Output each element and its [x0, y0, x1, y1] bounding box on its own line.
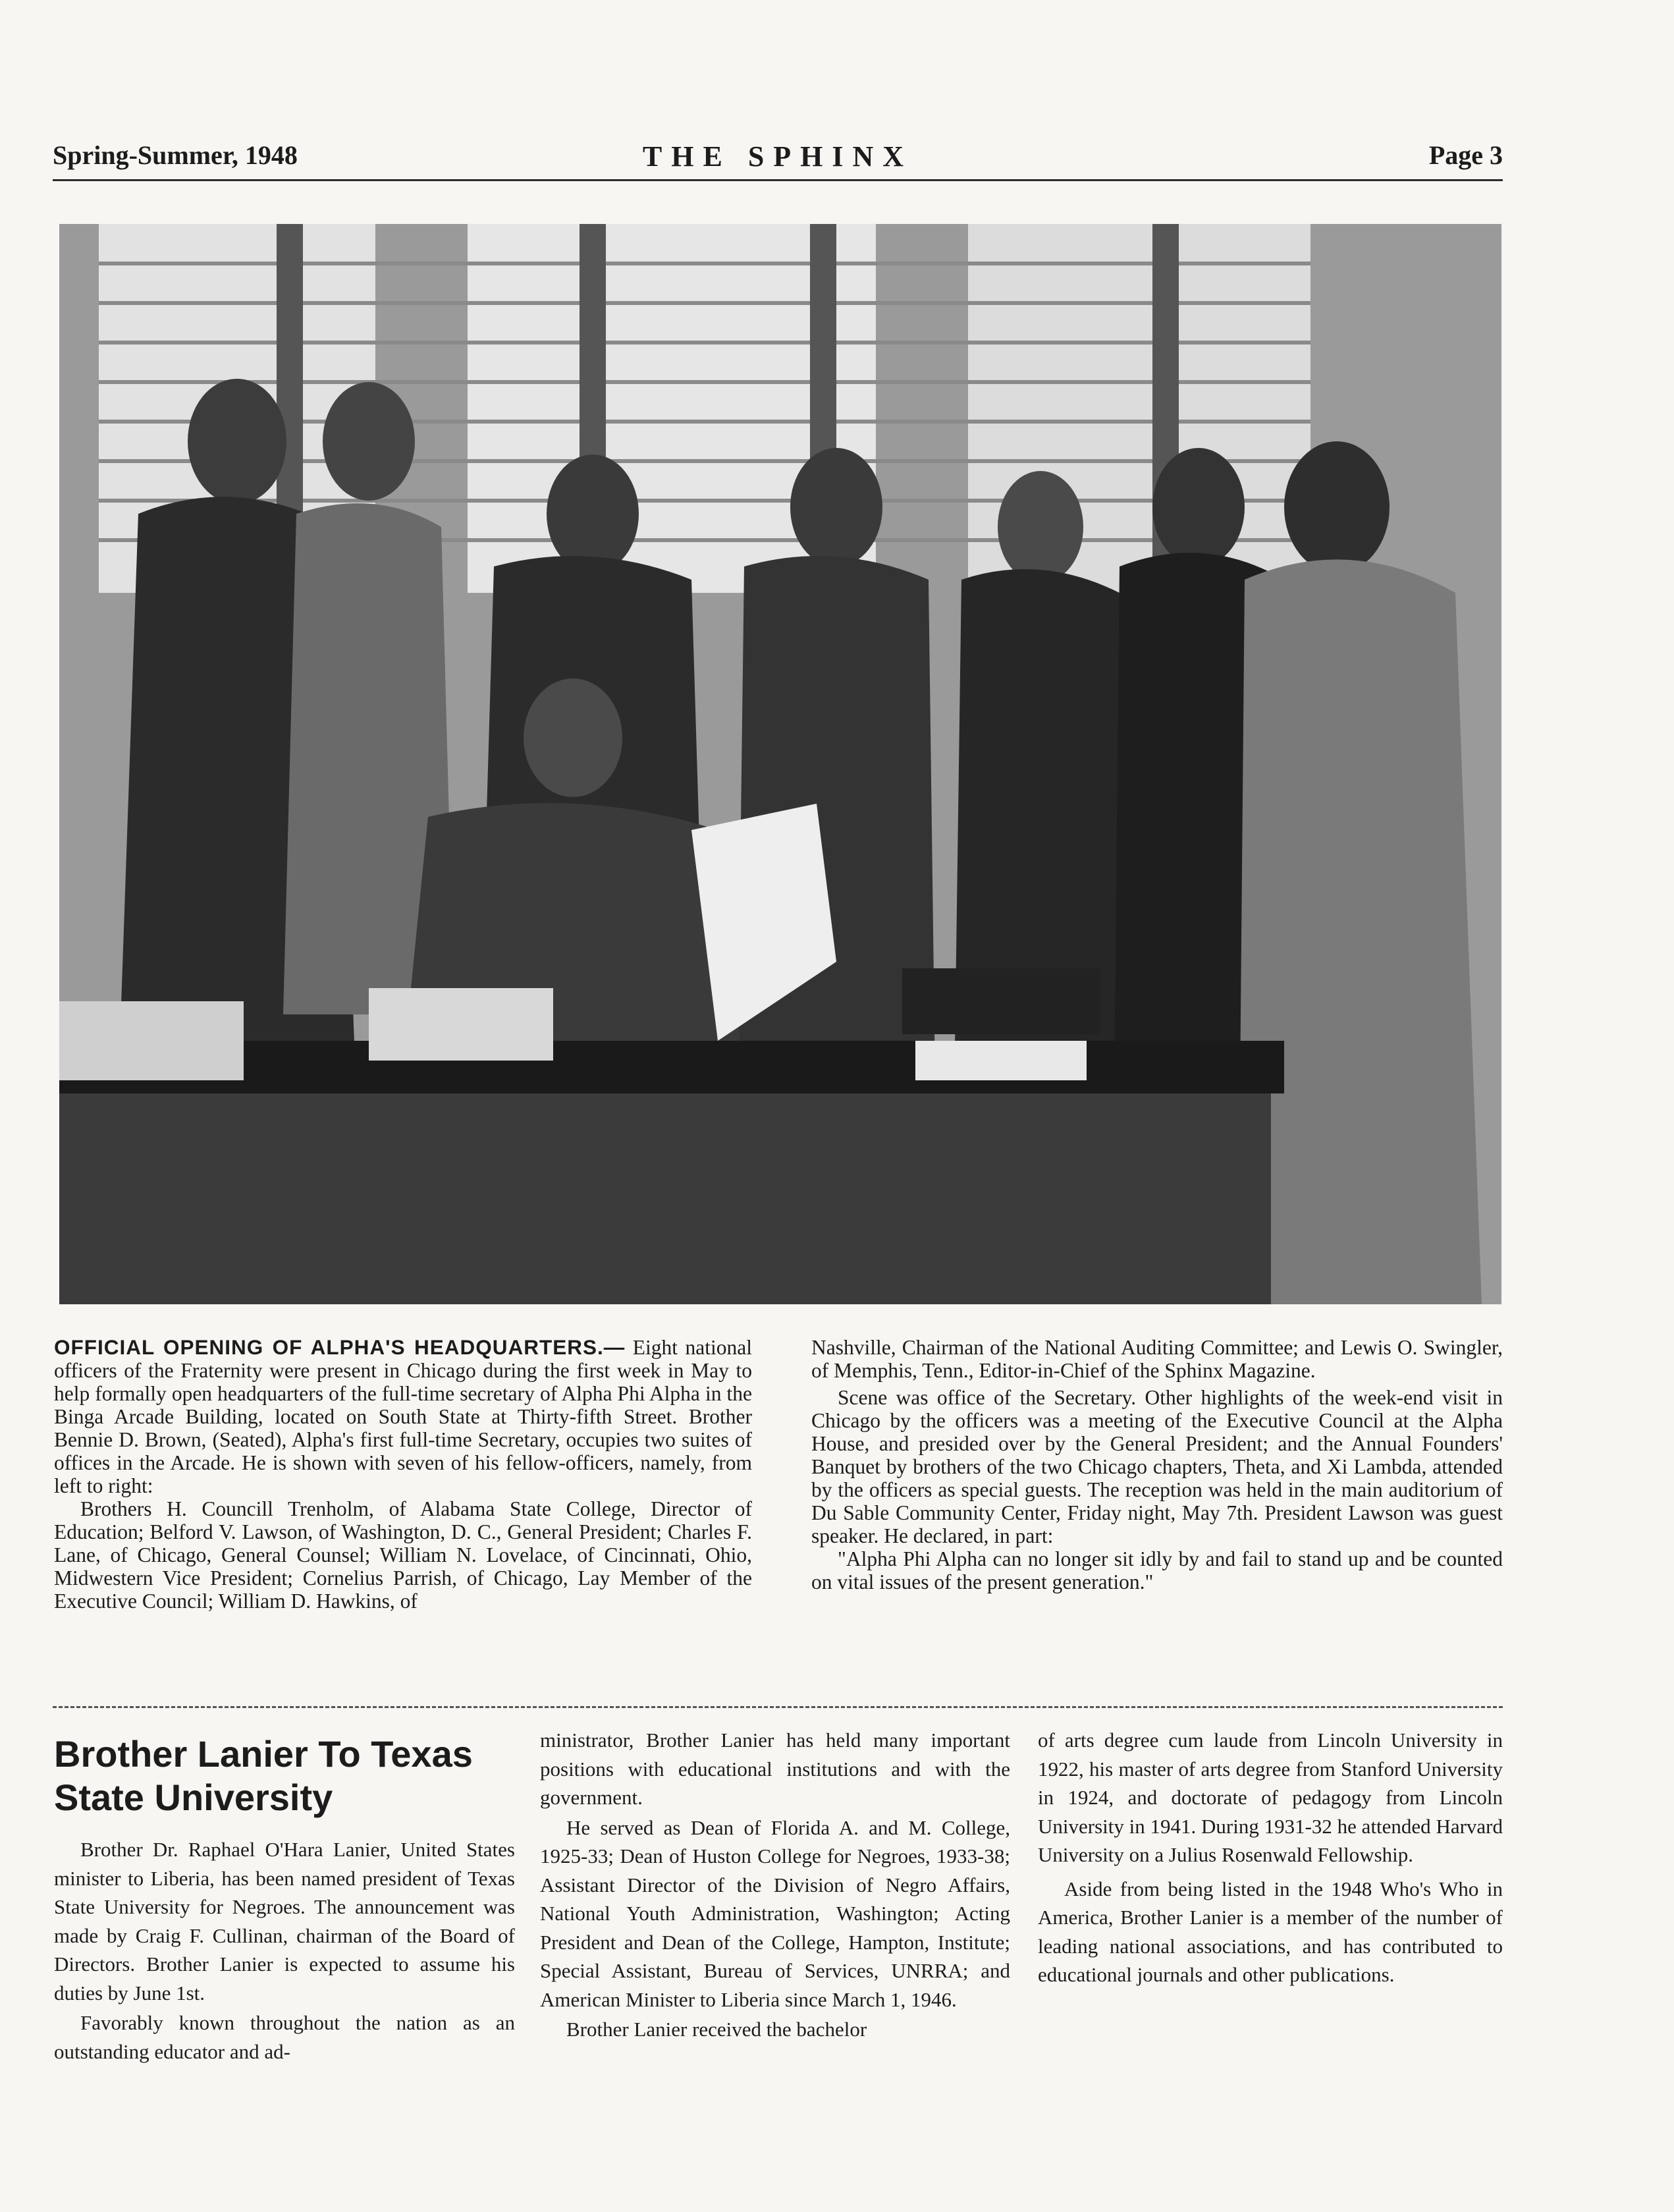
caption-column-left [54, 1336, 752, 1613]
article-column-3 [1038, 1726, 1503, 1989]
article-paragraph: Brother Lanier received the bachelor [566, 2018, 867, 2041]
group-photo [59, 224, 1501, 1304]
caption-first-paragraph [54, 1336, 752, 1497]
caption-text: Eight national officers of the Fraternity were present in Chicago during the first week in May to help formally open headquarters of the full-time secretary of Alpha Phi Alpha in the Binga Arcade Building, located on South State at Thirty-fifth Street. Brother Bennie D. Brown, (Seated), Alpha's first full-time Secretary, occupies two suites of offices in the Arcade. He is shown with seven of his fellow-officers, namely, from left to right: [54, 1336, 752, 1497]
article-column-1 [54, 1835, 515, 2066]
section-divider [53, 1706, 1503, 1708]
article-column-2 [540, 1726, 1010, 2044]
article-paragraph: of arts degree cum laude from Lincoln University in 1922, his master of arts degree from Stanford University in 1924, and doctorate of pedagogy from Lincoln University in 1941. During 1931-32 he attended Harvard University on a Julius Rosenwald Fellowship. [1038, 1728, 1503, 1866]
article-paragraph: He served as Dean of Florida A. and M. College, 1925-33; Dean of Huston College for Negroes, 1933-38; Assistant Director of the Division of Negro Affairs, National Youth Administration, Washington; Acting President and Dean of the College, Hampton, Institute; Special Assistant, Bureau of Services, UNRRA; and American Minister to Liberia since March 1, 1946. [540, 1815, 1010, 2011]
caption-scene: Scene was office of the Secretary. Other highlights of the week-end visit in Chicago by the officers was a meeting of the Executive Council at the Alpha House, and presided over by the General President; and the Annual Founders' Banquet by brothers of the two Chicago chapters, Theta, and Xi Lambda, attended by the officers as special guests. The reception was held in the main auditorium of Du Sable Community Center, Friday night, May 7th. President Lawson was guest speaker. He declared, in part: [811, 1386, 1503, 1547]
magazine-title: THE SPHINX [642, 140, 913, 173]
article-paragraph: Brother Dr. Raphael O'Hara Lanier, United States minister to Liberia, has been named president of Texas State University for Negroes. The announcement was made by Craig F. Cullinan, chairman of the Board of Directors. Brother Lanier is expected to assume his duties by June 1st. [54, 1838, 515, 2005]
article-headline: Brother Lanier To Texas State University [54, 1733, 473, 1818]
caption-heading: OFFICIAL OPENING OF ALPHA'S HEADQUARTERS.— [54, 1335, 626, 1359]
caption-quote: "Alpha Phi Alpha can no longer sit idly by and fail to stand up and be counted on vital issues of the present generation." [811, 1547, 1503, 1593]
group-photo-icon [59, 224, 1501, 1304]
header-rule [53, 179, 1503, 181]
issue-date: Spring-Summer, 1948 [53, 140, 298, 170]
caption-officers: Brothers H. Councill Trenholm, of Alabama State College, Director of Education; Belford V. Lawson, of Washington, D. C., General President; Charles F. Lane, of Chicago, General Counsel; William N. Lovelace, of Cincinnati, Ohio, Midwestern Vice President; Cornelius Parrish, of Chicago, Lay Member of the Executive Council; William D. Hawkins, of [54, 1497, 752, 1613]
caption-continued: Nashville, Chairman of the National Auditing Committee; and Lewis O. Swingler, of Memphis, Tenn., Editor-in-Chief of the Sphinx Magazine. [811, 1336, 1503, 1382]
article-paragraph: ministrator, Brother Lanier has held many important positions with educational institutions and with the government. [540, 1728, 1010, 1809]
caption-column-right [811, 1336, 1503, 1593]
page-number: Page 3 [1428, 140, 1503, 170]
article-paragraph: Aside from being listed in the 1948 Who's Who in America, Brother Lanier is a member of the number of leading national associations, and has contributed to educational journals and other publications. [1038, 1877, 1503, 1986]
article-paragraph: Favorably known throughout the nation as an outstanding educator and ad- [54, 2011, 515, 2063]
